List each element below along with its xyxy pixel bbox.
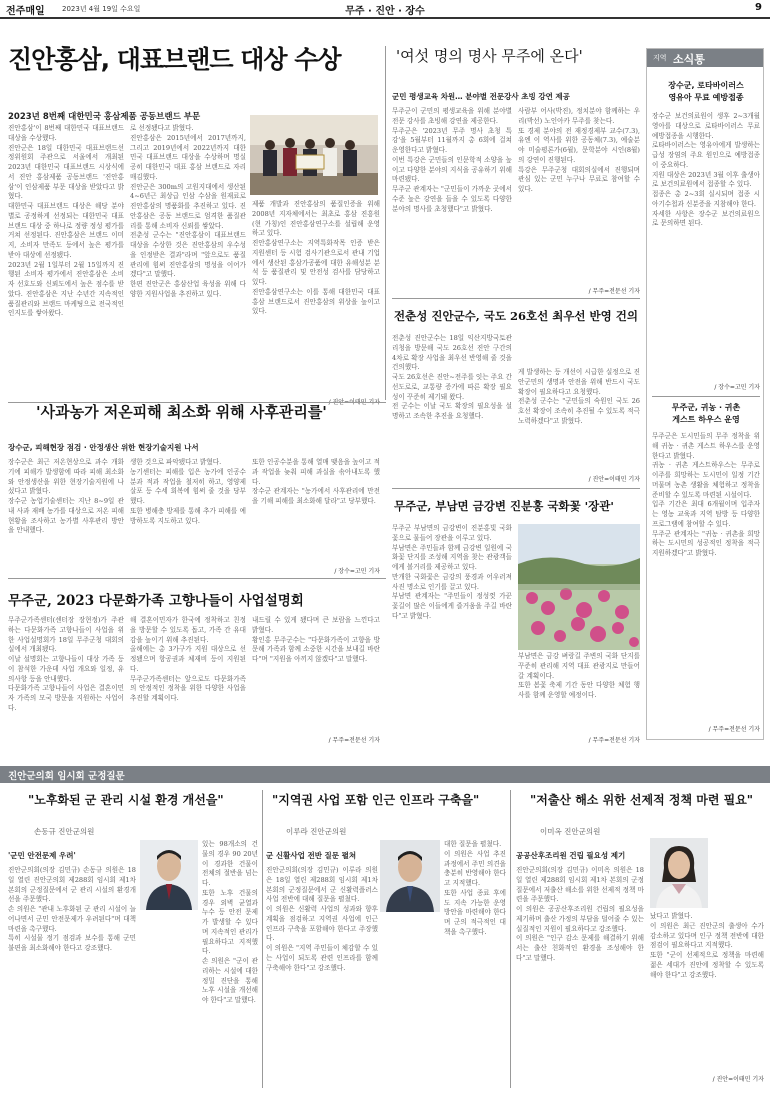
a5-column-2: 생한 것으로 파악됐다고 밝혔다. 농기센터는 피해를 입은 농가에 인공수분과 적과 작업을 철저히 하고, 영양제 살포 등 수세 회복에 힘써 줄 것을 당부했다. 또한 병해충 방제를 통해 추가 피해를 예방하도록 지도하고 있다. bbox=[130, 458, 246, 525]
q1-headline: "노후화된 군 관리 시설 환경 개선을" bbox=[28, 793, 224, 807]
a2-byline: / 무주=전문선 기자 bbox=[588, 288, 640, 295]
q2-portrait bbox=[380, 840, 440, 912]
q2-body-1: 진안군의회(의장 김민규) 이루라 의원은 18일 열린 제288회 임시회 제1차 본회의 군정질문에서 군 신활력플러스 사업 전반에 대해 질문을 펼쳤다. 이 의원은 신활력 사업의 성과와 향후 계획을 점검하고 지역권 사업에 인근 인프라 구축을 포함해야 한다고 주장했다. 이 의원은 "지역 주민들이 체감할 수 있는 사업이 되도록 관련 인프라를 함께 구축해야 한다"고 강조했다. bbox=[266, 866, 378, 972]
a6-headline: 무주군, 2023 다문화가족 고향나들이 사업설명회 bbox=[8, 593, 304, 609]
sidebar-story-1-title: 장수군, 로타바이러스 영유아 무료 예방접종 bbox=[668, 81, 744, 102]
a3-byline: / 진안=이태민 기자 bbox=[588, 476, 640, 483]
q2-subheadline: 군 신활사업 전반 질문 펼쳐 bbox=[266, 851, 357, 860]
q1-subheadline: '군민 안전문제 우려' bbox=[8, 851, 76, 860]
q3-body-1: 진안군의회(의장 김민규) 이미옥 의원은 18일 열린 제288회 임시회 제1차 본회의 군정질문에서 저출산 해소를 위한 선제적 정책 마련을 주문했다. 이 의원은 공공산후조리원 건립의 필요성을 제기하며 출산 가정의 부담을 덜어줄 수 있는 실질적인 지원이 필요하다고 강조했다. 이 의원은 "인구 감소 문제를 해결하기 위해서는 출산 친화적인 환경을 조성해야 한다"고 말했다. bbox=[516, 866, 644, 962]
a5-subheadline: 장수군, 피해현장 점검 · 안정생산 위한 현장기술지원 나서 bbox=[8, 443, 199, 452]
bottom-divider-1 bbox=[262, 790, 263, 1088]
a3-headline: 전춘성 진안군수, 국도 26호선 최우선 반영 건의 bbox=[394, 309, 638, 323]
a5-headline: '사과농가 저온피해 최소화 위해 사후관리를' bbox=[36, 403, 327, 421]
councilor-portrait-icon bbox=[140, 840, 198, 910]
a2-column-1: 무주군이 군민의 평생교육을 위해 분야별 전문 강사를 초빙해 강연을 제공한다. 무주군은 '2023년 무주 명사 초청 특강'을 5월부터 11월까지 총 6회에 걸쳐 운영한다고 밝혔다. 이번 특강은 군민들의 인문학적 소양을 높이고 다양한 분야의 지식을 공유하기 위해 마련됐다. 무주군 관계자는 "군민들이 가까운 곳에서 수준 높은 강연을 들을 수 있도록 다양한 분야의 명사를 초청했다"고 밝혔다. bbox=[392, 107, 512, 213]
a2-headline: '여섯 명의 명사 무주에 온다' bbox=[396, 47, 583, 65]
sidebar-story-2-byline: / 무주=전문선 기자 bbox=[708, 726, 760, 733]
bottom-divider-2 bbox=[510, 790, 511, 1088]
bottom-banner bbox=[0, 766, 770, 783]
a6-byline: / 무주=전문선 기자 bbox=[328, 737, 380, 744]
q1-name: 손동규 진안군의원 bbox=[34, 827, 95, 836]
a5-column-1: 장수군은 최근 저온현상으로 과수 개화기에 피해가 발생함에 따라 피해 최소화와 안정생산을 위한 현장기술지원에 나섰다고 밝혔다. 장수군 농업기술센터는 지난 8~9일 관내 사과 재배 농가를 대상으로 저온 피해 현황을 조사하고 농가별 사후관리 방안을 안내했다. bbox=[8, 458, 124, 535]
a5-byline: / 장수=고민 기자 bbox=[334, 568, 380, 575]
a6-column-2: 해 결혼이민자가 한국에 정착하고 친정을 방문할 수 있도록 돕고, 가족 간 유대감을 높이기 위해 추진된다. 올해에는 총 3가구가 지원 대상으로 선정됐으며 항공권과 체재비 등이 지원된다. 무주군가족센터는 앞으로도 다문화가족의 안정적인 정착을 위한 다양한 사업을 추진할 계획이다. bbox=[130, 616, 246, 702]
q3-body-2: 났다고 밝혔다. 이 의원은 최근 진안군의 출생아 수가 감소하고 있다며 인구 정책 전반에 대한 점검이 필요하다고 지적했다. 또한 "군이 선제적으로 정책을 마련해 젊은 세대가 진안에 정착할 수 있도록 해야 한다"고 강조했다. bbox=[650, 912, 764, 979]
a4-photo bbox=[518, 524, 640, 650]
a3-column-2: 게 발생하는 등 개선이 시급한 실정으로 진안군민의 생명과 안전을 위해 반드시 국도 확장이 필요하다고 요청했다. 전춘성 군수는 "군민들의 숙원인 국도 26호선 확장이 조속히 추진될 수 있도록 적극 노력하겠다"고 밝혔다. bbox=[518, 368, 640, 425]
sidebar-story-1-byline: / 장수=고민 기자 bbox=[714, 384, 760, 391]
masthead bbox=[0, 0, 770, 18]
divider-a5 bbox=[8, 578, 386, 579]
bottom-banner-title: 진안군의회 임시회 군정질문 bbox=[8, 771, 125, 782]
sidebar-divider bbox=[652, 396, 760, 397]
q1-body-2: 있는 98개소의 건물의 경우 90 20년이 경과한 건물이 전체의 절반을 넘는다. 또한 노후 건물의 경우 외벽 균열과 누수 등 안전 문제가 발생할 수 있다며 지속적인 관리가 필요하다고 지적했다. 손 의원은 "군이 관리하는 시설에 대한 정밀 진단을 통해 노후 시설을 개선해야 한다"고 말했다. bbox=[202, 840, 258, 1004]
a4-column-1: 무주군 부남면의 금강변이 진분홍빛 국화꽃으로 물들어 장관을 이루고 있다. 부남면은 주민들과 함께 금강변 일원에 국화꽃 단지를 조성해 지역을 찾는 관광객들에게 볼거리를 제공하고 있다. 만개한 국화꽃은 금강의 풍경과 어우러져 사진 명소로 인기를 끌고 있다. 부남면 관계자는 "주민들이 정성껏 가꾼 꽃길이 많은 이들에게 즐거움을 주길 바란다"고 밝혔다. bbox=[392, 524, 512, 620]
paper-name: 전주매일 bbox=[6, 6, 45, 17]
q1-body-1: 진안군의회(의장 김민규) 손동규 의원은 18일 열린 진안군의회 제288회 임시회 제1차 본회의 군정질문에서 군 관리 시설의 환경개선을 주문했다. 손 의원은 "관내 노후화된 군 관리 시설이 늘어나면서 군민 안전문제가 우려된다"며 대책 마련을 촉구했다. 특히 시설물 정기 점검과 보수를 통해 군민 불편을 최소화해야 한다고 강조했다. bbox=[8, 866, 136, 952]
issue-date: 2023년 4월 19일 수요일 bbox=[62, 5, 141, 13]
a1-photo bbox=[250, 115, 378, 195]
q3-portrait bbox=[650, 838, 708, 908]
a6-column-1: 무주군가족센터(센터장 장현정)가 주관하는 다문화가족 고향나들이 사업을 위한 사업설명회가 18일 무주군청 대회의실에서 개최됐다. 이날 설명회는 고향나들이 대상 가족 등이 참석한 가운데 사업 개요와 일정, 유의사항 등을 안내했다. 다문화가족 고향나들이 사업은 결혼이민자 가족의 모국 방문을 지원하는 사업이다. bbox=[8, 616, 124, 712]
sidebar-label: 소식통 bbox=[673, 53, 705, 66]
divider-a2 bbox=[392, 298, 640, 299]
q3-name: 이미옥 진안군의원 bbox=[540, 827, 601, 836]
sidebar-tag: 지역 bbox=[653, 54, 667, 62]
a2-subheadline: 군민 평생교육 차원… 분야별 전문강사 초빙 강연 제공 bbox=[392, 92, 570, 101]
a5-column-3: 또한 인공수분을 통해 열매 맺음을 높이고 적과 작업을 늦춰 피해 과실을 솎아내도록 했다. 장수군 관계자는 "농가에서 사후관리에 만전을 기해 피해를 최소화해 달라"고 당부했다. bbox=[252, 458, 380, 505]
divider-a3 bbox=[392, 488, 640, 489]
a3-column-1: 전춘성 진안군수는 18일 익산지방국토관리청을 방문해 국도 26호선 진안 구간의 4차로 확장 사업을 최우선 반영해 줄 것을 건의했다. 국도 26호선은 진안~전주를 잇는 주요 간선도로로, 교통량 증가에 따른 확장 필요성이 꾸준히 제기돼 왔다. 전 군수는 이날 국도 확장의 필요성을 설명하고 조속한 추진을 요청했다. bbox=[392, 334, 512, 420]
a1-headline: 진안홍삼, 대표브랜드 대상 수상 bbox=[8, 45, 341, 74]
a1-subheadline: 2023년 8번째 대한민국 홍삼제품 공동브랜드 부문 bbox=[8, 112, 201, 122]
ceremony-photo-icon bbox=[250, 115, 378, 195]
section-name: 무주 · 진안 · 장수 bbox=[345, 6, 425, 17]
a1-column-1: 진안홍삼'이 8번째 대한민국 대표브랜드 대상을 수상했다. 진안군은 18일 대한민국 대표브랜드선정위원회 주관으로 서울에서 개최된 2023년 대한민국 대표브랜드 시상식에서 진안 홍삼제품 공동브랜드 '진안홍삼'이 인삼제품 부문 대상을 받았다고 밝혔다. 대한민국 대표브랜드 대상은 해당 분야별로 공정하게 선정되는 대한민국 대표브랜드 대상 중 하나로 정량 정성 평가를 거쳐 선정된다. 진안홍삼은 브랜드 이미지, 소비자 만족도 등에서 높은 평가를 받아 대상에 선정됐다. 2023년 2월 1일부터 2월 15일까지 진행된 소비자 평가에서 진안홍삼은 소비자 선호도와 신뢰도에서 높은 점수를 받았다. 진안홍삼은 지난 수년간 지속적인 품질관리와 브랜드 마케팅으로 전국적인 인지도를 쌓아왔다. bbox=[8, 124, 124, 318]
q2-name: 이루라 진안군의원 bbox=[286, 827, 347, 836]
councilor-portrait-icon bbox=[650, 838, 708, 908]
sidebar-story-2-title: 무주군, 귀농 · 귀촌 게스트 하우스 운영 bbox=[671, 403, 741, 424]
q3-headline: "저출산 해소 위한 선제적 정책 마련 필요" bbox=[530, 793, 754, 807]
flower-photo-icon bbox=[518, 524, 640, 650]
sidebar-story-1-body: 장수군 보건의료원이 생후 2~3개월 영아를 대상으로 로타바이러스 무료 예방접종을 시행한다. 로타바이러스는 영유아에게 발생하는 급성 장염의 주요 원인으로 예방접종이 중요하다. 지원 대상은 2023년 3월 이후 출생아로 보건의료원에서 접종할 수 있다. 접종은 총 2~3회 실시되며 접종 시 아기수첩과 신분증을 지참해야 한다. 자세한 사항은 장수군 보건의료원으로 문의하면 된다. bbox=[652, 112, 760, 228]
sidebar-story-2-body: 무주군은 도시민들의 무주 정착을 위해 귀농 · 귀촌 게스트 하우스를 운영한다고 밝혔다. 귀농 · 귀촌 게스트하우스는 무주로 이주를 희망하는 도시민이 일정 기간 머물며 농촌 생활을 체험하고 정착을 준비할 수 있도록 마련된 시설이다. 입주 기간은 최대 6개월이며 입주자는 영농 교육과 지역 탐방 등 다양한 프로그램에 참여할 수 있다. 무주군 관계자는 "귀농 · 귀촌을 희망하는 도시민의 성공적인 정착을 적극 지원하겠다"고 밝혔다. bbox=[652, 432, 760, 557]
a6-column-3: 내드릴 수 있게 됐다며 큰 보람을 느낀다고 밝혔다. 황인홍 무주군수는 "다문화가족이 고향을 방문해 가족과 함께 소중한 시간을 보내길 바란다"며 "지원을 아끼지 않겠다"고 말했다. bbox=[252, 616, 380, 663]
a4-byline: / 무주=전문선 기자 bbox=[588, 737, 640, 744]
a1-column-2: 로 선정됐다고 밝혔다. 진안홍삼은 2015년에서 2017년까지, 그리고 2019년에서 2022년까지 대한민국 대표브랜드 대상을 수상하며 명실공히 대한민국 대표 홍삼 브랜드로 자리매김했다. 진안군은 300m의 고원지대에서 생산된 4~6년근 최상급 인삼 수삼을 원재료로 진안홍삼의 명품화를 추진하고 있다. 진안홍삼은 공동 브랜드로 엄격한 품질관리를 통해 소비자 신뢰를 쌓았다. 전춘성 군수는 "진안홍삼이 대표브랜드 대상을 수상한 것은 진안홍삼의 우수성을 인정받은 결과"라며 "앞으로도 품질관리에 힘써 진안홍삼의 명성을 이어가겠다"고 말했다. 한편 진안군은 홍삼산업 육성을 위해 다양한 지원사업을 추진하고 있다. bbox=[130, 124, 246, 298]
a4-headline: 무주군, 부남면 금강변 진분홍 국화꽃 '장관' bbox=[394, 499, 614, 513]
q2-body-2: 대한 질문을 펼쳤다. 이 의원은 사업 추진 과정에서 주민 의견을 충분히 반영해야 한다고 지적했다. 또한 사업 종료 후에도 지속 가능한 운영 방안을 마련해야 한다며 군의 적극적인 대책을 촉구했다. bbox=[444, 840, 506, 936]
divider-vertical-1 bbox=[385, 46, 386, 400]
q1-portrait bbox=[140, 840, 198, 910]
councilor-portrait-icon bbox=[380, 840, 440, 912]
page-number: 9 bbox=[755, 2, 762, 13]
masthead-rule bbox=[0, 17, 770, 19]
q3-subheadline: 공공산후조리원 건립 필요성 제기 bbox=[516, 851, 626, 860]
a4-column-2: 부남면은 금강 벼랑길 주변의 국화 단지를 꾸준히 관리해 지역 대표 관광지로 만들어 갈 계획이다. 또한 봄꽃 축제 기간 동안 다양한 체험 행사를 함께 운영할 예정이다. bbox=[518, 652, 640, 699]
a2-column-2: 사람부 어사(박진), 정치분야 함께하는 우리(박선) 노인아카 무주를 찾는다. 또 경제 분야의 전 재정경제부 교수(7.3), 유엔 이 역사를 위한 공동체(7.3), 예술분야 미술평론가(6월), 문학분야 시인(8월)의 강연이 진행된다. 특강은 무주군청 대회의실에서 진행되며 관심 있는 군민 누구나 무료로 참여할 수 있다. bbox=[518, 107, 640, 193]
q2-headline: "지역권 사업 포함 인근 인프라 구축을" bbox=[272, 793, 480, 807]
sidebar-header bbox=[647, 49, 763, 67]
q3-byline: / 진안=이태민 기자 bbox=[712, 1076, 764, 1083]
a1-column-3: 제품 개발과 진안홍삼의 품질인증을 위해 2008년 지자체에서는 최초로 홍삼 진흥원(현 가칭)인 진안홍삼연구소를 설립해 운영하고 있다. 진안홍삼연구소는 지역특화작목 인증 받은 지원센터 등 시험 검사기관으로서 관내 기업에서 생산된 홍삼가공품에 대한 유해성분 분석 등 품질관리 및 안전성 검사를 담당하고 있다. 진안홍삼연구소는 이를 통해 대한민국 대표 홍삼 브랜드로서 진안홍삼의 위상을 높이고 있다. bbox=[252, 200, 380, 316]
